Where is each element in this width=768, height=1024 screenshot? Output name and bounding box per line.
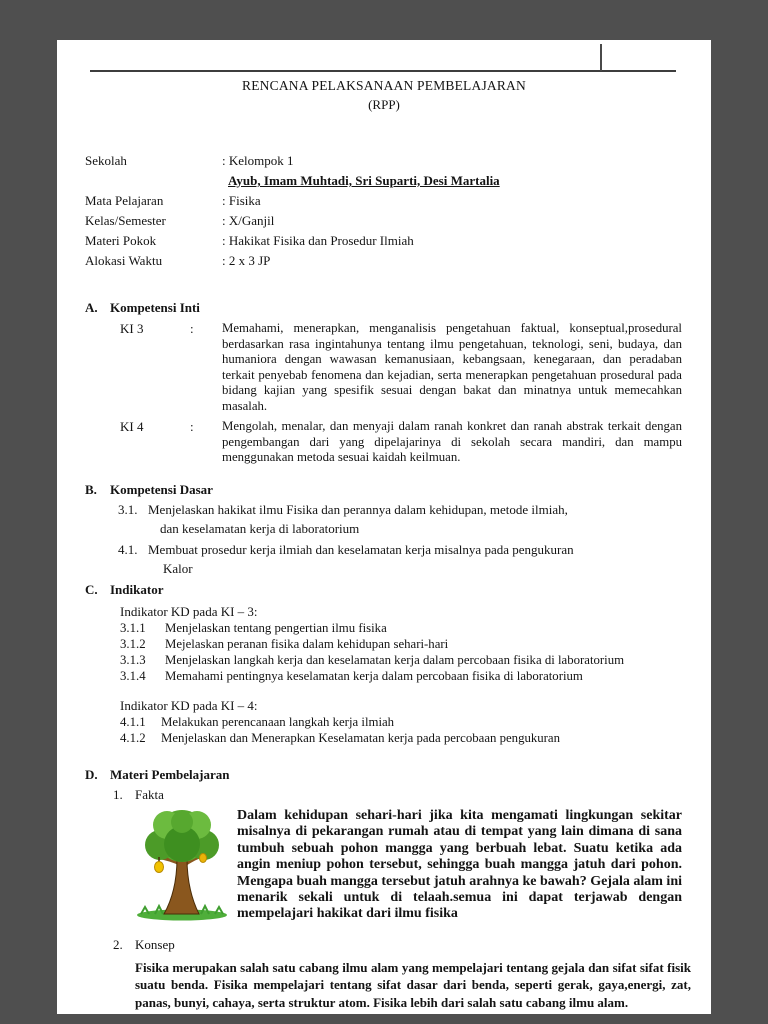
meta-row-anggota <box>85 171 711 191</box>
indikator-item-314 <box>120 668 711 684</box>
ki3-label: KI 3 <box>120 321 144 337</box>
section-kompetensi-inti <box>57 299 711 466</box>
kd-31-text: Menjelaskan hakikat ilmu Fisika dan perannya dalam kehidupan, metode ilmiah, <box>148 501 568 517</box>
meta-row-kelas-semester <box>85 211 711 231</box>
indikator-group-ki4 <box>120 697 711 746</box>
fakta-num: 1. <box>113 786 123 802</box>
indikator-412-text: Menjelaskan dan Menerapkan Keselamatan kerja pada percobaan pengukuran <box>161 730 561 745</box>
meta-row-materi-pokok <box>85 231 711 251</box>
document-subtitle: (RPP) <box>368 96 400 112</box>
document-title: RENCANA PELAKSANAAN PEMBELAJARAN <box>242 78 526 93</box>
kd-31-line1 <box>118 500 711 519</box>
indikator-item-311 <box>120 620 711 636</box>
indikator-item-312 <box>120 636 711 652</box>
ki3-colon: : <box>190 321 194 337</box>
kd-41-num: 4.1. <box>118 541 138 557</box>
kd-item-31 <box>118 500 711 538</box>
heading-title-b: Kompetensi Dasar <box>110 481 213 497</box>
meta-label-kelas-semester: Kelas/Semester <box>85 212 166 228</box>
indikator-group-ki3 <box>120 603 711 684</box>
meta-value-sekolah: : Kelompok 1 <box>222 152 294 168</box>
indikator-412-num: 4.1.2 <box>120 730 146 745</box>
meta-value-mata-pelajaran: : Fisika <box>222 192 261 208</box>
indikator-312-num: 3.1.2 <box>120 636 146 651</box>
indikator-311-text: Menjelaskan tentang pengertian ilmu fisika <box>165 620 387 635</box>
mango-tree-illustration <box>135 808 230 921</box>
ki4-label: KI 4 <box>120 419 144 435</box>
cursor-mark <box>600 44 602 71</box>
indikator-411-num: 4.1.1 <box>120 714 146 729</box>
heading-letter-c: C. <box>85 581 98 597</box>
meta-row-alokasi-waktu <box>85 251 711 271</box>
fakta-block <box>135 808 711 923</box>
meta-value-materi-pokok: : Hakikat Fisika dan Prosedur Ilmiah <box>222 232 414 248</box>
heading-letter-b: B. <box>85 481 97 497</box>
document-page <box>57 40 711 1014</box>
meta-label-materi-pokok: Materi Pokok <box>85 232 157 248</box>
meta-value-kelas-semester: : X/Ganjil <box>222 212 275 228</box>
kd-41-text: Membuat prosedur kerja ilmiah dan keselamatan kerja misalnya pada pengukuran <box>148 541 574 557</box>
heading-title-a: Kompetensi Inti <box>110 300 200 316</box>
ki3-row <box>120 321 711 414</box>
materi-item-konsep-label <box>113 937 711 953</box>
heading-title-c: Indikator <box>110 581 164 597</box>
indikator-ki4-title: Indikator KD pada KI – 4: <box>120 697 258 713</box>
fakta-paragraph: Dalam kehidupan sehari-hari jika kita mengamati lingkungan sekitar misalnya di pekarangan rumah atau di tempat yang lain dimana di sana tumbuh sebuah pohon mangga yang berbuah lebat. Suatu ketika ada angin meniup pohon tersebut, sehingga buah mangga jatuh dari pohon. Mengapa buah mangga tersebut jatuh arahnya ke bawah? Gejala alam ini menarik sekali untuk di telaah.semua ini dapat terjawab dengan mempelajari hakikat dari ilmu fisika <box>237 807 682 922</box>
indikator-item-411 <box>120 714 711 730</box>
kd-41-line1 <box>118 540 711 559</box>
kd-41-line2: Kalor <box>163 560 193 576</box>
heading-materi-pembelajaran <box>85 766 711 783</box>
section-kompetensi-dasar <box>57 481 711 578</box>
ki4-row <box>120 419 711 466</box>
heading-kompetensi-inti <box>85 299 711 316</box>
section-indikator <box>57 581 711 746</box>
fakta-label: Fakta <box>135 786 164 802</box>
ki4-text: Mengolah, menalar, dan menyaji dalam ranah konkret dan ranah abstrak terkait dengan pengembangan dari yang dipelajarinya di sekolah secara mandiri, dan mampu menggunakan metoda sesuai kaidah keilmuan. <box>222 419 682 465</box>
heading-letter-d: D. <box>85 766 98 782</box>
meta-row-sekolah <box>85 151 711 171</box>
meta-label-mata-pelajaran: Mata Pelajaran <box>85 192 164 208</box>
indikator-ki3-title: Indikator KD pada KI – 3: <box>120 603 258 619</box>
heading-title-d: Materi Pembelajaran <box>110 766 230 782</box>
indikator-item-412 <box>120 730 711 746</box>
indikator-313-text: Menjelaskan langkah kerja dan keselamatan kerja dalam percobaan fisika di laboratorium <box>165 652 625 667</box>
meta-label-sekolah: Sekolah <box>85 152 127 168</box>
konsep-label: Konsep <box>135 936 175 952</box>
indikator-314-text: Memahami pentingnya keselamatan kerja dalam percobaan fisika di laboratorium <box>165 668 583 683</box>
indikator-411-text: Melakukan perencanaan langkah kerja ilmiah <box>161 714 395 729</box>
heading-letter-a: A. <box>85 300 98 316</box>
meta-row-mata-pelajaran <box>85 191 711 211</box>
header-rule <box>90 70 676 72</box>
ki3-text: Memahami, menerapkan, menganalisis pengetahuan faktual, konseptual,prosedural berdasarkan rasa ingintahunya tentang ilmu pengetahuan, teknologi, seni, budaya, dan humaniora dengan wawasan kemanusiaan, kebangsaan, kenegaraan, dan peradaban terkait penyebab fenomena dan kejadian, serta menerapkan pengetahuan prosedural pada bidang kajian yang spesifik sesuai dengan bakat dan minatnya untuk memecahkan masalah. <box>222 321 682 413</box>
konsep-num: 2. <box>113 936 123 952</box>
indikator-314-num: 3.1.4 <box>120 668 146 683</box>
ki4-colon: : <box>190 419 194 435</box>
heading-kompetensi-dasar <box>85 481 711 498</box>
meta-label-alokasi-waktu: Alokasi Waktu <box>85 252 163 268</box>
indikator-312-text: Mejelaskan peranan fisika dalam kehidupan sehari-hari <box>165 636 449 651</box>
kd-31-line2: dan keselamatan kerja di laboratorium <box>160 520 360 536</box>
kd-31-num: 3.1. <box>118 501 138 517</box>
kd-item-41 <box>118 540 711 578</box>
meta-value-alokasi-waktu: : 2 x 3 JP <box>222 252 271 268</box>
section-materi-pembelajaran <box>57 766 711 1011</box>
indikator-item-313 <box>120 652 711 668</box>
konsep-paragraph: Fisika merupakan salah satu cabang ilmu alam yang mempelajari tentang gejala dan sifat sifat fisik suatu benda. Fisika mempelajari tentang sifat dasar dari benda, seperti gerak, gaya,energi, zat, panas, bunyi, cahaya, serta struktur atom. Fisika lebih dari salah satu cabang ilmu alam. <box>135 959 691 1010</box>
meta-block <box>85 151 711 271</box>
indikator-311-num: 3.1.1 <box>120 620 146 635</box>
group-members: Ayub, Imam Muhtadi, Sri Suparti, Desi Martalia <box>228 172 500 188</box>
heading-indikator <box>85 581 711 598</box>
materi-item-fakta-label <box>113 787 711 803</box>
indikator-313-num: 3.1.3 <box>120 652 146 667</box>
